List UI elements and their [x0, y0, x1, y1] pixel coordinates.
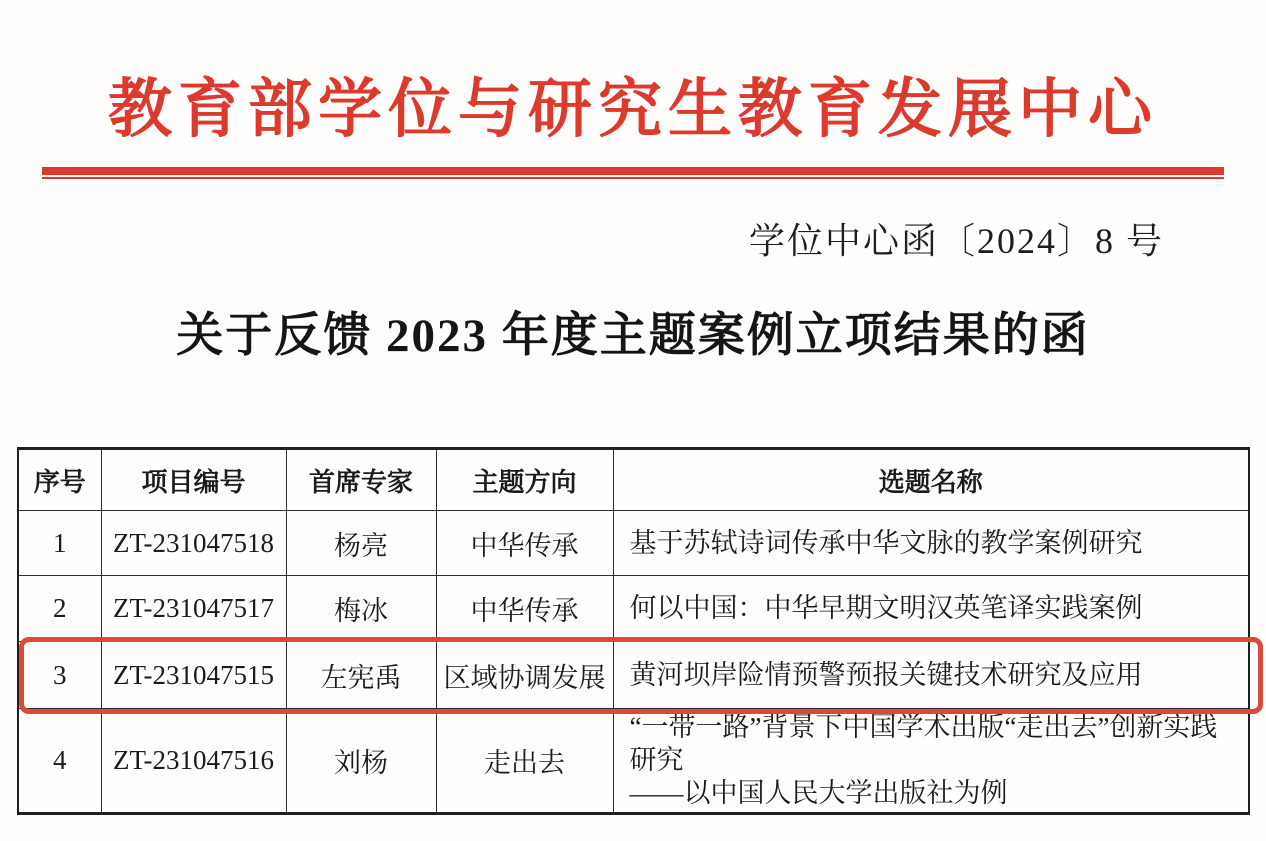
document-title: 关于反馈 2023 年度主题案例立项结果的函 — [176, 310, 1090, 362]
column-header-chief-expert: 首席专家 — [286, 449, 436, 511]
projects-table-container — [17, 447, 1250, 815]
cell-topic — [613, 576, 1249, 642]
column-header-seq: 序号 — [18, 449, 101, 511]
table-row-highlighted — [18, 642, 1249, 709]
topic-line-1: 黄河坝岸险情预警预报关键技术研究及应用 — [629, 659, 1143, 690]
cell-project-id: ZT-231047518 — [101, 511, 286, 576]
cell-chief-expert: 杨亮 — [286, 511, 436, 576]
topic-line-1: 何以中国：中华早期文明汉英笔译实践案例 — [629, 593, 1143, 624]
cell-topic — [613, 709, 1249, 814]
table-header-row — [18, 449, 1249, 511]
document-number: 学位中心函〔2024〕8 号 — [748, 221, 1164, 261]
cell-theme: 中华传承 — [436, 576, 613, 642]
cell-chief-expert: 刘杨 — [286, 709, 436, 814]
cell-seq: 3 — [18, 642, 101, 709]
cell-theme: 中华传承 — [436, 511, 613, 576]
table-row — [18, 511, 1249, 576]
cell-project-id: ZT-231047517 — [101, 576, 286, 642]
topic-line-1: 基于苏轼诗词传承中华文脉的教学案例研究 — [629, 527, 1143, 558]
cell-project-id: ZT-231047516 — [101, 709, 286, 814]
topic-line-2: ——以中国人民大学出版社为例 — [629, 777, 1008, 808]
table-row — [18, 576, 1249, 642]
column-header-topic: 选题名称 — [613, 449, 1249, 511]
column-header-theme: 主题方向 — [436, 449, 613, 511]
cell-theme: 区域协调发展 — [436, 642, 613, 709]
cell-project-id: ZT-231047515 — [101, 642, 286, 709]
cell-topic — [613, 511, 1249, 576]
letterhead-rule-divider — [42, 167, 1224, 180]
topic-line-1: “一带一路”背景下中国学术出版“走出去”创新实践研究 — [629, 712, 1218, 775]
cell-seq: 2 — [18, 576, 101, 642]
projects-table — [17, 447, 1250, 815]
cell-seq: 4 — [18, 709, 101, 814]
column-header-project-id: 项目编号 — [101, 449, 286, 511]
cell-theme: 走出去 — [436, 709, 613, 814]
cell-chief-expert: 左宪禹 — [286, 642, 436, 709]
cell-chief-expert: 梅冰 — [286, 576, 436, 642]
cell-seq: 1 — [18, 511, 101, 576]
cell-topic — [613, 642, 1249, 709]
table-row — [18, 709, 1249, 814]
letterhead-org-name: 教育部学位与研究生教育发展中心 — [108, 74, 1158, 145]
